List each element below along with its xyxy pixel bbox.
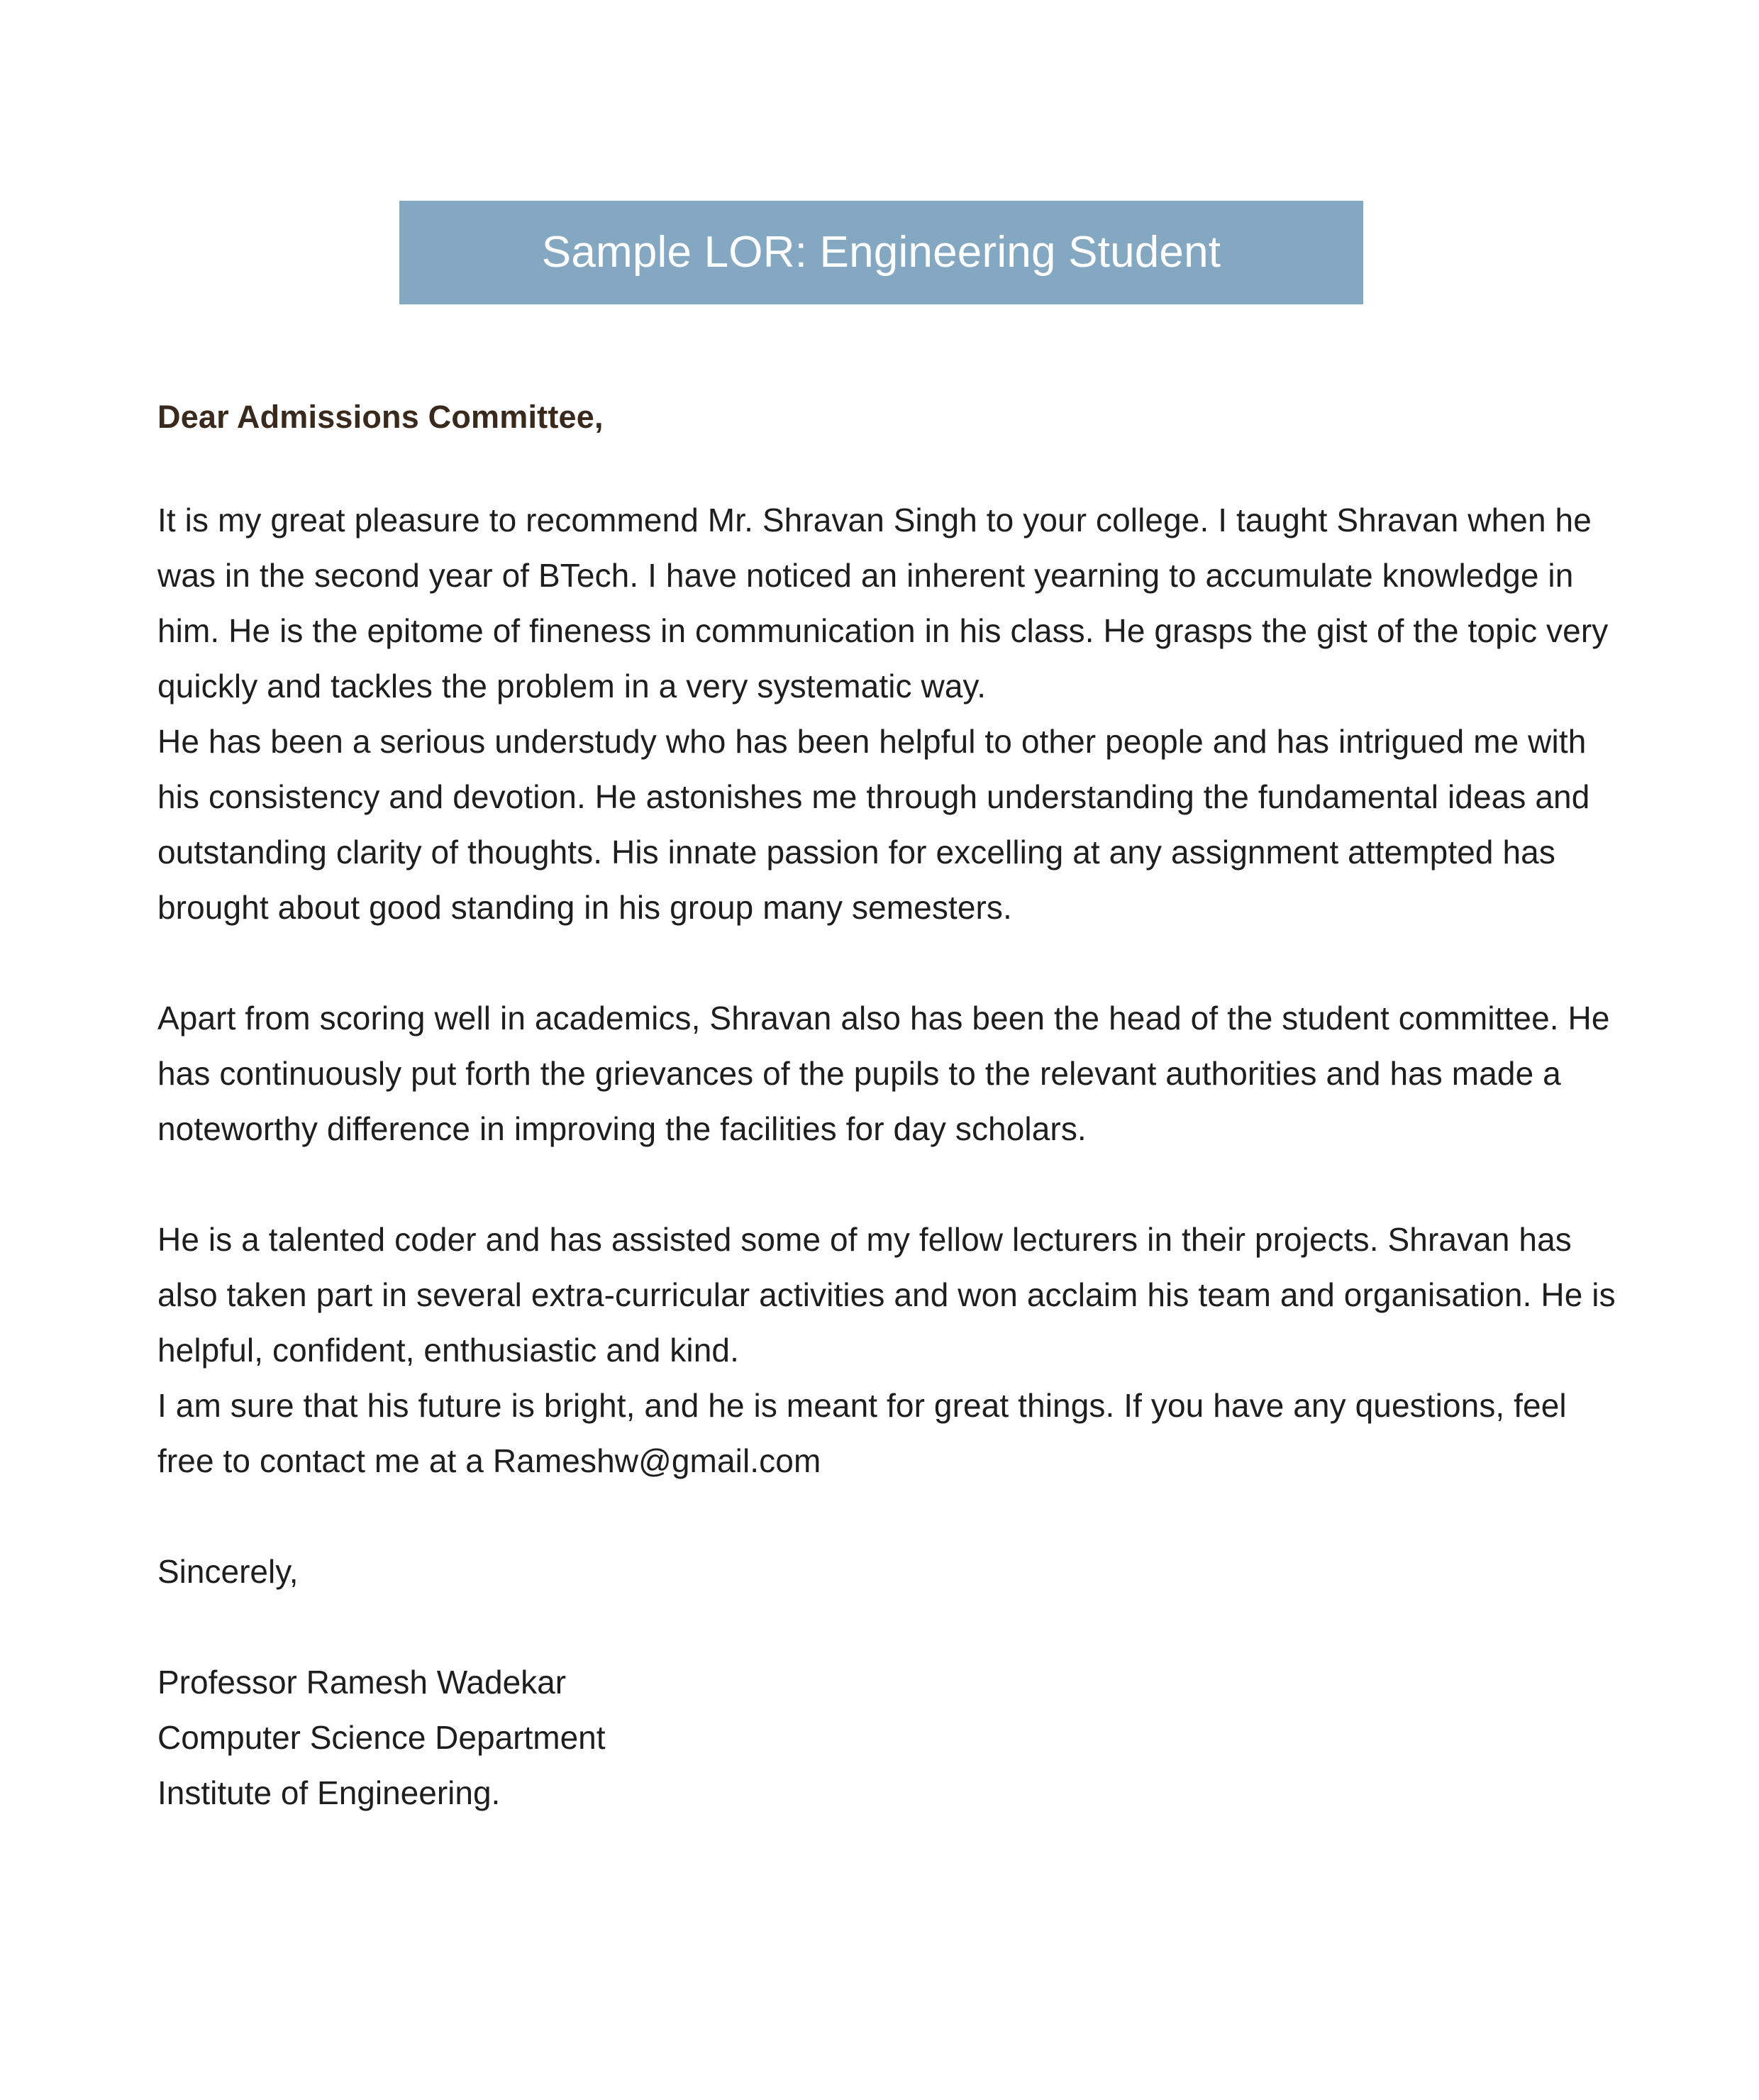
letter-body (157, 397, 1626, 1820)
paragraph-understudy: He has been a serious understudy who has been helpful to other people and has intrigued me with his consistency and devotion. He astonishes me through understanding the fundamental ideas and outstanding clarity of thoughts. His innate passion for excelling at any assignment attempted has brought about good standing in his group many semesters. (157, 723, 1590, 927)
spacer (157, 1488, 1626, 1544)
salutation: Dear Admissions Committee, (157, 399, 604, 435)
paragraph-coder: He is a talented coder and has assisted some of my fellow lecturers in their projects. Shravan has also taken part in several extra-curricular activities and won acclaim his team and organisation. He is helpful, confident, enthusiastic and kind. (157, 1221, 1616, 1369)
signature-department: Computer Science Department (157, 1719, 606, 1757)
signature-name: Professor Ramesh Wadekar (157, 1664, 567, 1701)
page-title: Sample LOR: Engineering Student (541, 228, 1221, 277)
paragraph-intro: It is my great pleasure to recommend Mr. Shravan Singh to your college. I taught Shravan when he was in the second year of BTech. I have noticed an inherent yearning to accumulate knowledge in him. He is the epitome of fineness in communication in his class. He grasps the gist of the topic very quickly and tackles the problem in a very systematic way. (157, 502, 1609, 705)
spacer (157, 935, 1626, 990)
spacer (157, 1599, 1626, 1654)
paragraph-committee: Apart from scoring well in academics, Shravan also has been the head of the student committee. He has continuously put forth the grievances of the pupils to the relevant authorities and has made a noteworthy difference in improving the facilities for day scholars. (157, 1000, 1610, 1148)
closing-line: Sincerely, (157, 1553, 299, 1591)
signature-institute: Institute of Engineering. (157, 1774, 501, 1812)
spacer (157, 1156, 1626, 1212)
signature-block (157, 1654, 1626, 1820)
paragraph-closing-remarks: I am sure that his future is bright, and he is meant for great things. If you have any questions, feel free to contact me at a Rameshw@gmail.com (157, 1387, 1567, 1480)
spacer (157, 437, 1626, 492)
title-banner (399, 201, 1363, 304)
